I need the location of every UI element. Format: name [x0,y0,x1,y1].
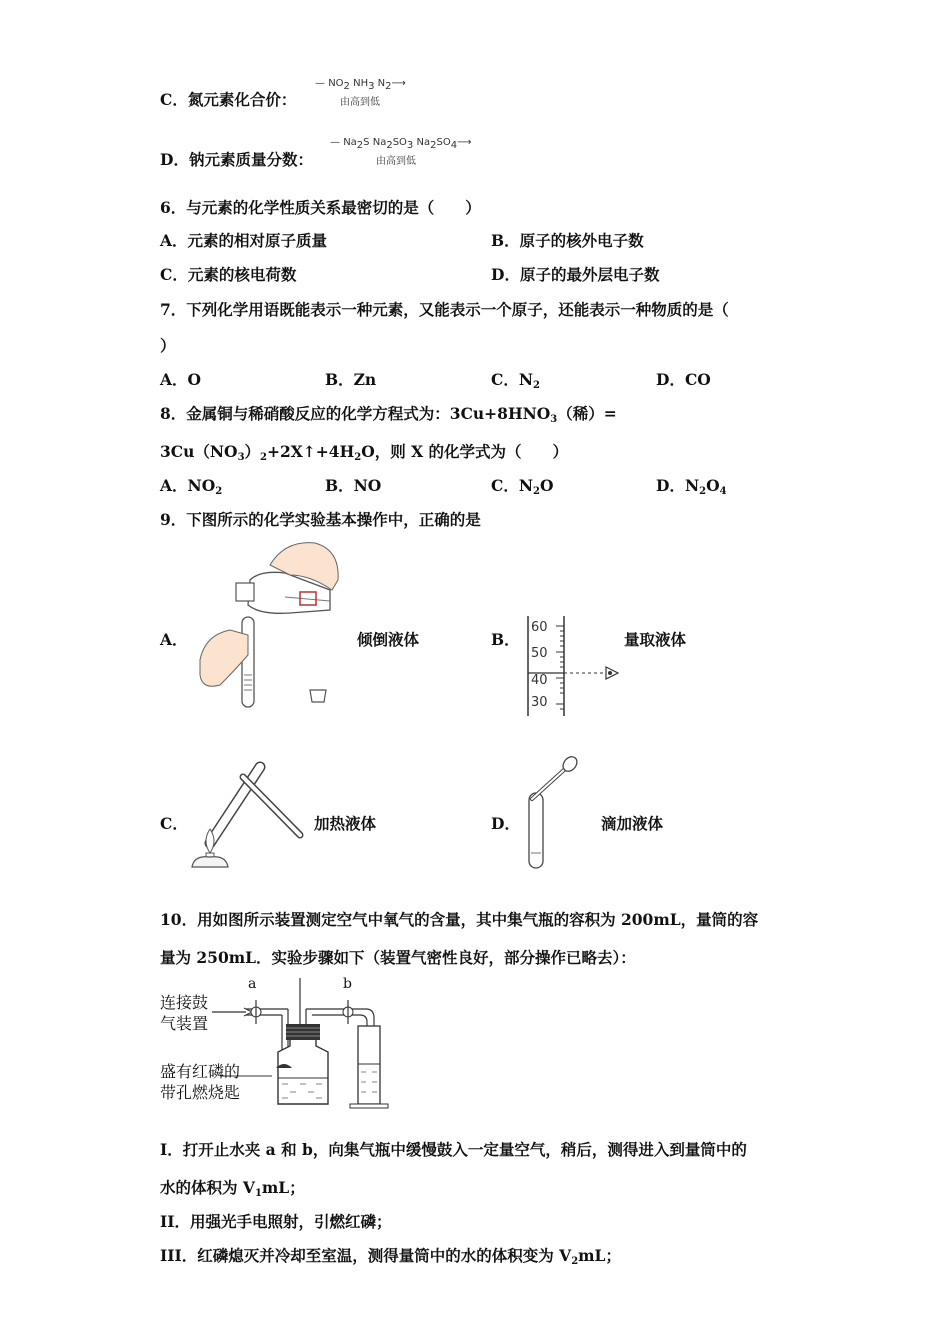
q9-a-caption: 倾倒液体 [357,630,420,649]
q6-option-b: B．原子的核外电子数 [491,231,644,250]
q5-option-d [160,148,313,170]
q7-option-b: B．Zn [325,370,377,389]
q10-step1-line1: I．打开止水夹 a 和 b，向集气瓶中缓慢鼓入一定量空气，稍后，测得进入到量筒中的 [160,1140,747,1159]
phosphorus-spoon-label-line1: 盛有红磷的 [160,1062,241,1081]
cylinder-tick-30: 30 [531,695,548,710]
q10-stem-line2: 量为 250mL．实验步骤如下（装置气密性良好，部分操作已略去）： [160,948,636,967]
q7-stem-end: ） [160,336,176,355]
q6-stem: 6．与元素的化学性质关系最密切的是（ ） [160,198,481,217]
q5-c-order: 由高到低 [340,97,380,108]
q10-step2: II．用强光手电照射，引燃红磷； [160,1212,392,1231]
dropping-liquid-figure [520,755,590,870]
clamp-b-label: b [343,976,352,992]
q8-option-c: C．$N_2O$ [491,476,554,497]
q8-option-a: A．$NO_2$ [160,476,223,497]
q7-option-a: A．O [160,370,202,389]
q9-b-label: B． [491,630,520,649]
q10-stem-line1: 10．用如图所示装置测定空气中氧气的含量，其中集气瓶的容积为 200mL，量筒的容 [160,910,759,929]
q7-stem: 7．下列化学用语既能表示一种元素，又能表示一个原子，还能表示一种物质的是（ [160,300,729,319]
q5-d-scale: — $Na_2S$ $Na_2SO_3$ $Na_2SO_4⟶$ [330,137,472,151]
q9-c-label: C． [160,814,188,833]
q5-c-scale: — $NO_2$ $NH_3$ $N_2⟶$ [315,78,406,92]
q9-c-caption: 加热液体 [314,814,377,833]
cylinder-tick-50: 50 [531,646,548,661]
phosphorus-spoon-label-line2: 带孔燃烧匙 [160,1083,241,1102]
q9-stem: 9．下图所示的化学实验基本操作中，正确的是 [160,510,481,529]
cylinder-tick-60: 60 [531,620,548,635]
q9-d-label: D． [491,814,520,833]
q5-option-c [160,88,296,110]
q5-d-label: D．钠元素质量分数： [160,150,313,169]
q9-d-caption: 滴加液体 [601,814,664,833]
q9-a-label: A． [160,630,188,649]
air-pump-label-line1: 连接鼓 [160,993,209,1012]
q6-option-c: C．元素的核电荷数 [160,265,297,284]
q10-step3: III．红磷熄灭并冷却至室温，测得量筒中的水的体积变为 $V_2mL$； [160,1246,621,1267]
q6-option-a: A．元素的相对原子质量 [160,231,328,250]
cylinder-tick-40: 40 [531,673,548,688]
q5-c-label: C．氮元素化合价： [160,90,297,109]
q8-stem-line1: 8．金属铜与稀硝酸反应的化学方程式为：$3Cu+8HNO_3$（稀）= [160,404,617,425]
q8-option-b: B．NO [325,476,382,495]
q6-option-d: D．原子的最外层电子数 [491,265,660,284]
q8-option-d: D．$N_2O_4$ [656,476,727,497]
q5-d-order: 由高到低 [376,156,416,167]
heating-liquid-figure [188,755,308,870]
air-pump-label-line2: 气装置 [160,1014,209,1033]
clamp-a-label: a [248,976,257,992]
pouring-liquid-figure [190,535,350,715]
q9-b-caption: 量取液体 [624,630,687,649]
q7-option-c: C．$N_2$ [491,370,540,391]
q7-option-d: D．CO [656,370,711,389]
q10-step1-line2: 水的体积为 $V_1mL$； [160,1178,305,1199]
q8-stem-line2: $3Cu(NO_3)_2+2X↑+4H_2O$，则 X 的化学式为（ ） [160,442,569,463]
